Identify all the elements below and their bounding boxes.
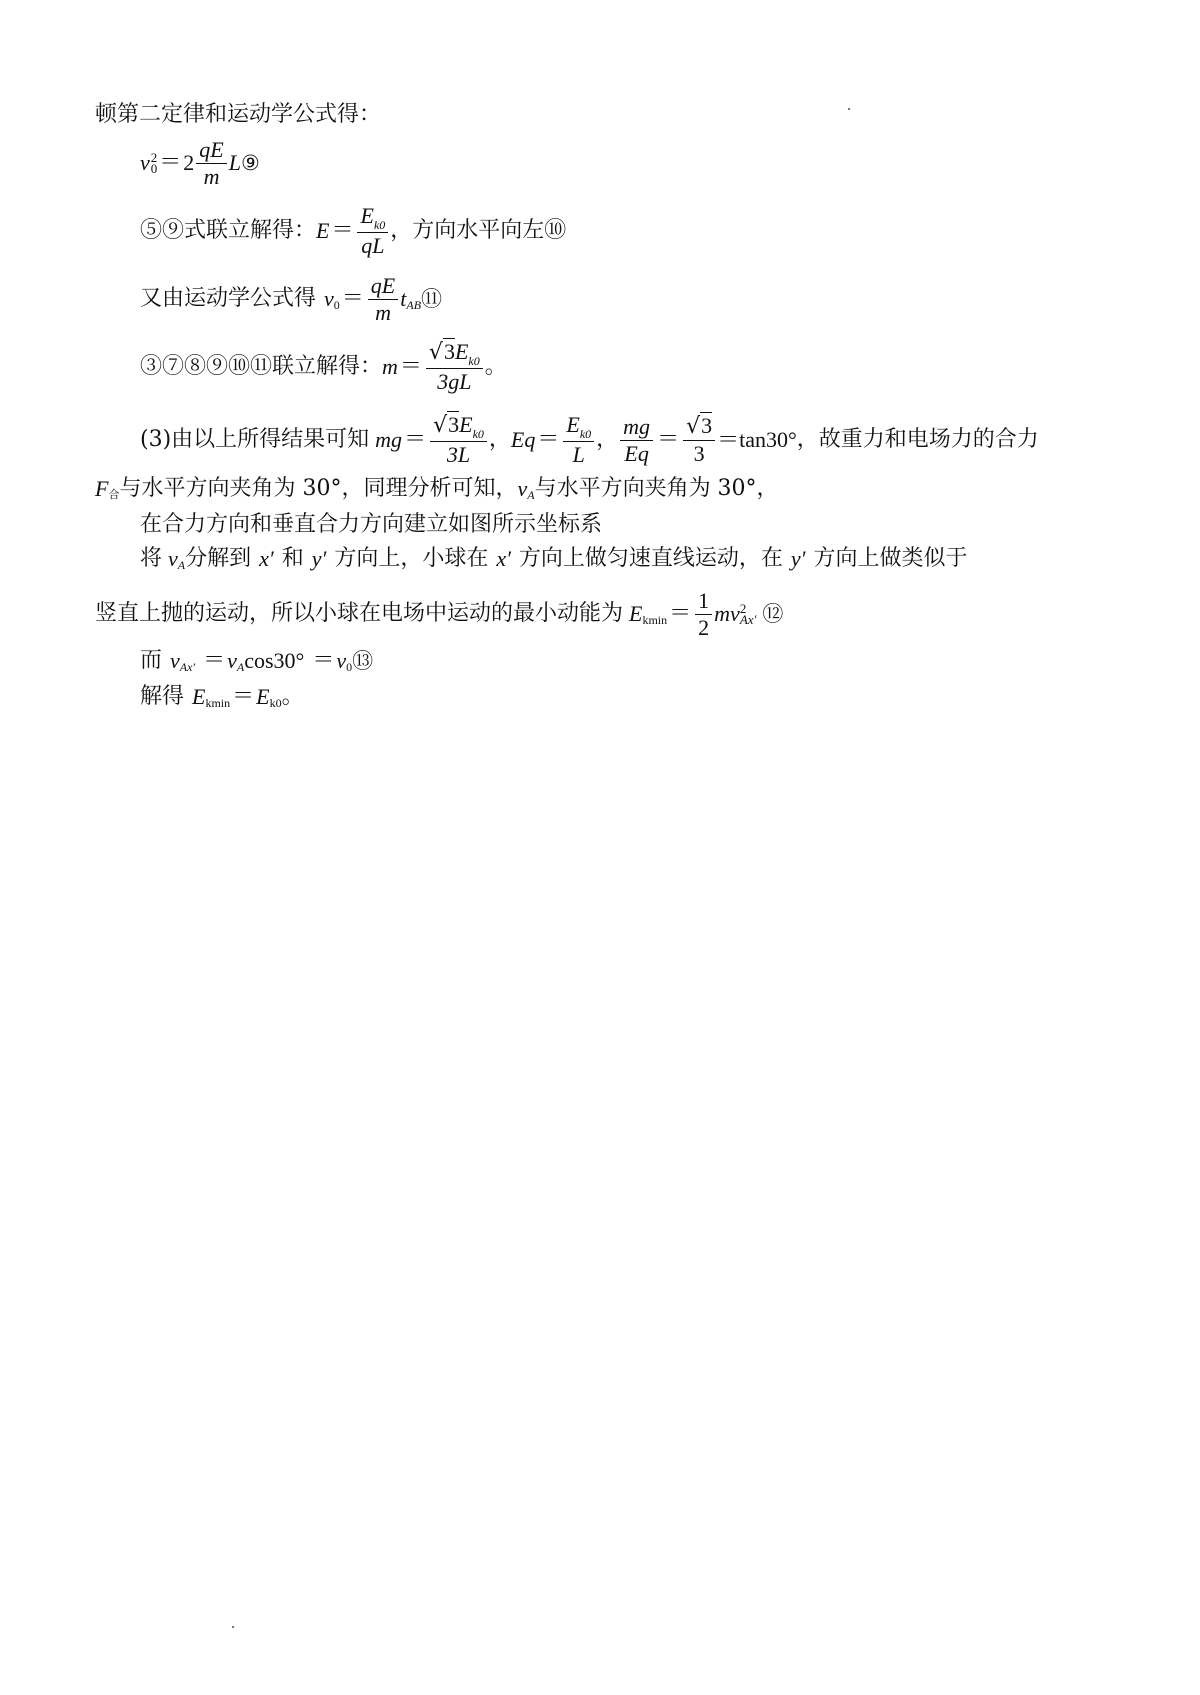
symbol-F: F bbox=[95, 476, 109, 501]
symbol-v: v bbox=[517, 476, 528, 501]
symbol-v: v bbox=[324, 286, 334, 311]
text-cos30: cos30° bbox=[244, 648, 305, 673]
subscript-A: A bbox=[527, 488, 535, 502]
symbol-mg: mg bbox=[375, 427, 403, 452]
fraction-mg-over-Eq bbox=[620, 414, 653, 467]
text-tan30: ＝tan30° bbox=[717, 427, 797, 452]
text-vA-angle-30: 与水平方向夹角为 30°， bbox=[534, 476, 779, 501]
subscript-AB: AB bbox=[406, 298, 422, 312]
text-solve: 解得 bbox=[140, 684, 185, 709]
symbol-t: t bbox=[400, 286, 407, 311]
denominator-3: 3 bbox=[693, 441, 705, 466]
subscript-A: A bbox=[236, 660, 245, 674]
subscript-0: 0 bbox=[150, 161, 158, 176]
text-line-7 bbox=[95, 474, 779, 504]
fraction-Ek0-over-qL bbox=[357, 203, 388, 259]
numerator-sqrt3: √3 bbox=[683, 413, 715, 441]
equals-sign: ＝ bbox=[341, 286, 364, 311]
coefficient-2: 2 bbox=[183, 150, 195, 175]
fraction-sqrt3Ek0-over-3gL bbox=[426, 339, 483, 395]
equals-sign: ＝ bbox=[404, 427, 427, 452]
equation-12 bbox=[95, 584, 783, 644]
text-decompose: 分解到 bbox=[185, 546, 252, 571]
equation-number-12: ⑫ bbox=[762, 602, 784, 626]
numerator-Ek0: $E_{k0}$ bbox=[563, 412, 594, 442]
symbol-y-prime: y′ bbox=[790, 546, 806, 571]
text-line-1 bbox=[95, 100, 381, 130]
equals-sign: ＝ bbox=[399, 354, 422, 379]
symbol-mv: mv bbox=[714, 601, 740, 626]
text-direction-ball: 方向上，小球在 bbox=[334, 546, 489, 571]
equals-sign: ＝ bbox=[657, 427, 680, 452]
denominator-2: 2 bbox=[698, 614, 710, 640]
symbol-v: v bbox=[227, 648, 237, 673]
numerator-sqrt3-Ek0: $√3E_{k0}$ bbox=[430, 412, 487, 442]
symbol-E: E bbox=[316, 218, 330, 243]
text-coordinate-system: 在合力方向和垂直合力方向建立如图所示坐标系 bbox=[140, 512, 603, 537]
fraction-sqrt3-over-3 bbox=[683, 413, 715, 467]
equals-sign: ＝ bbox=[203, 648, 226, 673]
equation-mass bbox=[140, 338, 507, 396]
numerator-Ek0: $E_{k0}$ bbox=[357, 203, 388, 233]
fraction-sqrt3Ek0-over-3L bbox=[430, 412, 487, 468]
numerator-sqrt3-Ek0: $√3E_{k0}$ bbox=[426, 339, 483, 369]
text-resultant-force: ，故重力和电场力的合力 bbox=[796, 427, 1039, 452]
numerator-qE: qE bbox=[196, 137, 226, 164]
text-direction-left: ，方向水平向左⑩ bbox=[390, 218, 567, 243]
subscript-kmin: kmin bbox=[205, 696, 231, 710]
equals-sign: ＝ bbox=[331, 218, 354, 243]
text-uniform-motion: 方向上做匀速直线运动，在 bbox=[518, 546, 783, 571]
analysis-part-3: (3)由以上所得结果可知 mg ＝ $\frac{√3E_{k0}}{3L}$ ， Eq ＝ $\frac{E_{k0}}{L}$ ， $\frac{mg}{Eq}$ ＝ $\frac{√3}{3}$ ＝tan30° ，故重力和电场力的合力 bbox=[140, 412, 1039, 467]
final-result bbox=[140, 682, 304, 712]
equals-sign: ＝ bbox=[159, 150, 182, 175]
fraction-Ek0-over-L bbox=[563, 412, 594, 468]
subscript-0: 0 bbox=[346, 660, 353, 674]
numerator-mg: mg bbox=[620, 414, 653, 441]
fraction-one-half bbox=[695, 588, 712, 641]
subscript-0: 0 bbox=[333, 298, 340, 312]
text-angle-30: 与水平方向夹角为 30°，同理分析可知， bbox=[119, 476, 518, 501]
symbol-L: L bbox=[228, 150, 241, 175]
equation-number-11: ⑪ bbox=[421, 287, 443, 311]
subscript-he: 合 bbox=[108, 489, 120, 501]
superscript-2: 2 bbox=[739, 601, 747, 616]
symbol-x-prime: x′ bbox=[496, 546, 511, 571]
denominator-m: m bbox=[375, 299, 391, 325]
fraction-qE-over-m bbox=[368, 273, 398, 326]
denominator-qL: qL bbox=[361, 233, 385, 258]
text-combine-all: ③⑦⑧⑨⑩⑪联立解得： bbox=[140, 354, 383, 379]
equals-sign: ＝ bbox=[537, 427, 560, 452]
fraction-qE-over-m bbox=[196, 137, 226, 190]
symbol-x-prime: x′ bbox=[259, 546, 274, 571]
text-part-3-intro: (3)由以上所得结果可知 bbox=[140, 427, 370, 452]
symbol-v: v bbox=[170, 648, 180, 673]
equals-sign: ＝ bbox=[669, 601, 692, 626]
text-period: 。 bbox=[484, 354, 507, 379]
text-kinematics: 又由运动学公式得 bbox=[140, 286, 317, 311]
denominator-m: m bbox=[203, 163, 220, 189]
scan-speck bbox=[232, 1626, 234, 1628]
text-minimum-kinetic-energy: 竖直上抛的运动，所以小球在电场中运动的最小动能为 bbox=[95, 601, 624, 626]
text-line-8 bbox=[140, 510, 602, 540]
symbol-E: E bbox=[256, 684, 270, 709]
text-and: 和 bbox=[281, 546, 304, 571]
subscript-Ax-prime: Ax′ bbox=[739, 612, 757, 627]
equation-10 bbox=[140, 202, 566, 260]
symbol-v: v bbox=[140, 150, 150, 175]
denominator-3L: 3L bbox=[446, 442, 471, 467]
denominator-3gL: 3gL bbox=[437, 369, 472, 394]
equation-13 bbox=[140, 646, 373, 676]
equation-number-13: ⑬ bbox=[352, 649, 374, 673]
text-similar-to: 方向上做类似于 bbox=[813, 546, 968, 571]
text-er: 而 bbox=[140, 648, 163, 673]
subscript-A: A bbox=[177, 558, 186, 572]
text-combine-5-9: ⑤⑨式联立解得： bbox=[140, 218, 317, 243]
text-dynamics-intro: 顿第二定律和运动学公式得： bbox=[95, 102, 382, 127]
equals-sign: ＝ bbox=[232, 684, 255, 709]
symbol-E: E bbox=[192, 684, 206, 709]
text-period: 。 bbox=[281, 684, 304, 709]
symbol-Eq: Eq bbox=[510, 427, 536, 452]
text-jiang: 将 bbox=[140, 546, 163, 571]
subscript-kmin: kmin bbox=[642, 613, 668, 627]
scan-speck bbox=[848, 108, 850, 110]
equation-11 bbox=[140, 270, 442, 328]
symbol-y-prime: y′ bbox=[311, 546, 327, 571]
subscript-Ax-prime: Ax′ bbox=[179, 660, 196, 674]
symbol-v: v bbox=[168, 546, 178, 571]
symbol-E: E bbox=[629, 601, 643, 626]
equation-9 bbox=[140, 138, 260, 188]
numerator-qE: qE bbox=[368, 273, 398, 300]
symbol-v: v bbox=[336, 648, 347, 673]
denominator-L: L bbox=[572, 442, 585, 467]
symbol-m: m bbox=[382, 354, 398, 379]
equals-sign: ＝ bbox=[312, 648, 335, 673]
equation-number-9: ⑨ bbox=[240, 151, 260, 175]
superscript-2: 2 bbox=[150, 150, 158, 165]
denominator-Eq: Eq bbox=[624, 440, 649, 466]
text-line-9 bbox=[140, 544, 968, 574]
subscript-k0: k0 bbox=[269, 696, 282, 710]
numerator-1: 1 bbox=[695, 588, 712, 615]
